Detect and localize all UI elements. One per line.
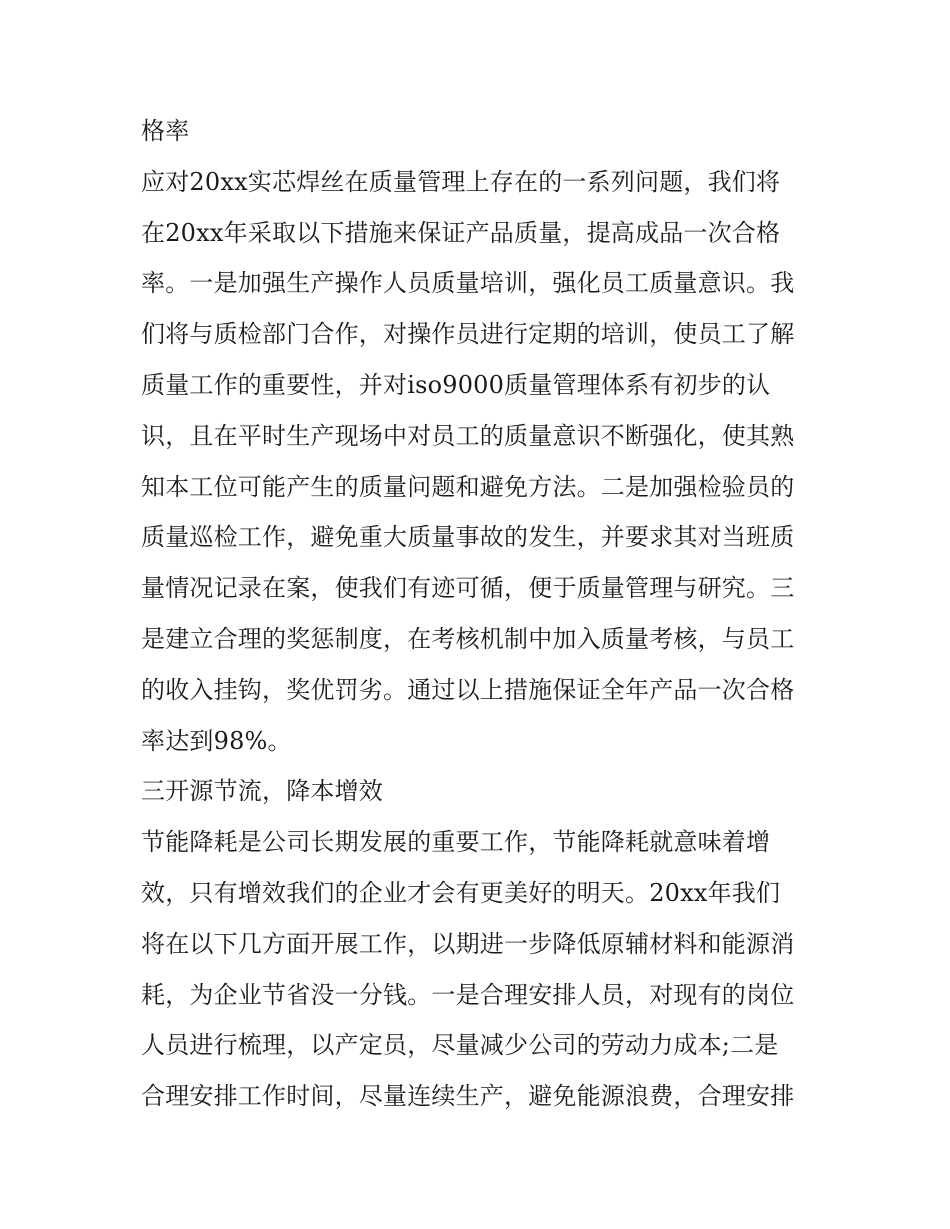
- body-text: [141, 110, 821, 1126]
- text-line: 是建立合理的奖惩制度，在考核机制中加入质量考核，与员工: [141, 624, 795, 653]
- text-line: 质量工作的重要性，并对iso9000质量管理体系有初步的认: [141, 370, 771, 399]
- text-line: 效，只有增效我们的企业才会有更美好的明天。20xx年我们: [141, 878, 781, 907]
- text-line: 合理安排工作时间，尽量连续生产，避免能源浪费，合理安排: [141, 1082, 795, 1111]
- text-line: 量情况记录在案，使我们有迹可循，便于质量管理与研究。三: [141, 574, 795, 603]
- text-line: 应对20xx实芯焊丝在质量管理上存在的一系列问题，我们将: [141, 167, 781, 196]
- text-line: 人员进行梳理，以产定员，尽量减少公司的劳动力成本;二是: [141, 1031, 779, 1060]
- text-line: 节能降耗是公司长期发展的重要工作，节能降耗就意味着增: [141, 828, 771, 857]
- text-line: 识，且在平时生产现场中对员工的质量意识不断强化，使其熟: [141, 421, 795, 450]
- text-line: 的收入挂钩，奖优罚劣。通过以上措施保证全年产品一次合格: [141, 675, 795, 704]
- text-line: 们将与质检部门合作，对操作员进行定期的培训，使员工了解: [141, 320, 795, 349]
- text-line: 率。一是加强生产操作人员质量培训，强化员工质量意识。我: [141, 269, 795, 298]
- section-heading: 三开源节流，降本增效: [141, 777, 383, 806]
- text-line: 耗，为企业节省没一分钱。一是合理安排人员，对现有的岗位: [141, 980, 795, 1009]
- text-line: 格率: [141, 117, 190, 145]
- text-line: 知本工位可能产生的质量问题和避免方法。二是加强检验员的: [141, 472, 795, 501]
- text-line: 将在以下几方面开展工作，以期进一步降低原辅材料和能源消: [141, 929, 795, 958]
- text-line: 质量巡检工作，避免重大质量事故的发生，并要求其对当班质: [141, 523, 795, 552]
- text-line: 在20xx年采取以下措施来保证产品质量，提高成品一次合格: [141, 218, 781, 247]
- text-line: 率达到98%。: [141, 726, 292, 755]
